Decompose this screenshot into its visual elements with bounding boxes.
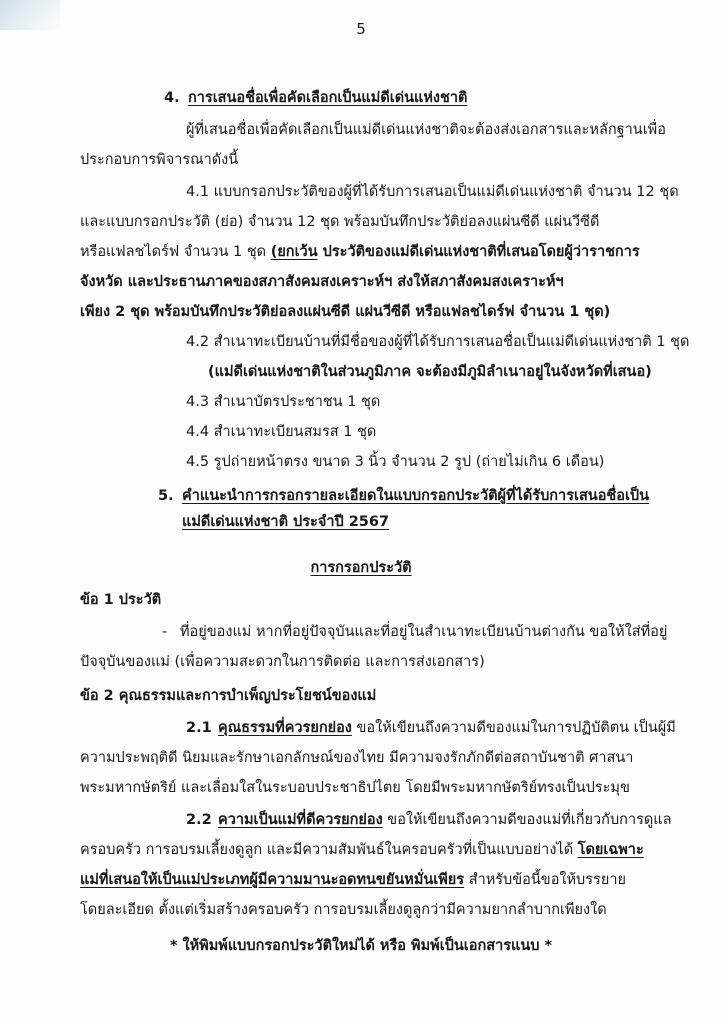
item-2-1-line3: พระมหากษัตริย์ และเลื่อมใสในระบอบประชาธิปไตย โดยมีพระมหากษัตริย์ทรงเป็นประมุข bbox=[80, 780, 630, 796]
section-4-intro-line2: ประกอบการพิจารณาดังนี้ bbox=[80, 152, 239, 168]
item-2-1-line1 bbox=[218, 718, 676, 738]
section-5-number: 5. bbox=[158, 488, 174, 504]
item-4-1-exception-label: (ยกเว้น bbox=[270, 244, 318, 260]
footer-note: * ให้พิมพ์แบบกรอกประวัติใหม่ได้ หรือ พิมพ์เป็นเอกสารแนบ * bbox=[169, 938, 553, 954]
item-2-2-line3-text: สำหรับข้อนี้ขอให้บรรยาย bbox=[464, 872, 626, 888]
item-2-2-emphasis: แม่ที่เสนอให้เป็นแม่ประเภทผู้มีความมานะอดทนขยันหมั่นเพียร bbox=[80, 872, 465, 888]
item-2-2-line4: โดยละเอียด ตั้งแต่เริ่มสร้างครอบครัว การอบรมเลี้ยงดูลูกว่ามีความยากลำบากเพียงใด bbox=[80, 902, 607, 918]
item-4-2-line1: 4.2 สำเนาทะเบียนบ้านที่มีชื่อของผู้ที่ได้รับการเสนอชื่อเป็นแม่ดีเด่นแห่งชาติ 1 ชุด bbox=[186, 334, 690, 350]
section-4-title: การเสนอชื่อเพื่อคัดเลือกเป็นแม่ดีเด่นแห่งชาติ bbox=[188, 90, 468, 106]
item-2-1-heading: คุณธรรมที่ควรยกย่อง bbox=[218, 720, 352, 736]
section-5-title-line2: แม่ดีเด่นแห่งชาติ ประจำปี 2567 bbox=[182, 514, 390, 530]
item-2-2-line2 bbox=[80, 840, 644, 860]
item-2-2-heading: ความเป็นแม่ที่ดีควรยกย่อง bbox=[218, 812, 383, 828]
item-4-1-line5: เพียง 2 ชุด พร้อมบันทึกประวัติย่อลงแผ่นซีดี แผ่นวีซีดี หรือแฟลชไดร์ฟ จำนวน 1 ชุด) bbox=[80, 304, 611, 320]
item-2-1-line2: ความประพฤติดี นิยมและรักษาเอกลักษณ์ของไทย มีความจงรักภักดีต่อสถาบันชาติ ศาสนา bbox=[80, 750, 634, 766]
item-2-2-emphasis-start: โดยเฉพาะ bbox=[577, 842, 644, 858]
item-2-2-line1-text: ขอให้เขียนถึงความดีของแม่ที่เกี่ยวกับการดูแล bbox=[382, 812, 672, 828]
item-2-2-number: 2.2 bbox=[186, 812, 212, 828]
item-1-label: ข้อ 1 ประวัติ bbox=[80, 592, 162, 608]
item-1-dash: - bbox=[162, 624, 168, 640]
item-2-1-line1-text: ขอให้เขียนถึงความดีของแม่ในการปฏิบัติตน เป็นผู้มี bbox=[351, 720, 676, 736]
item-2-1-number: 2.1 bbox=[186, 720, 212, 736]
page-number: 5 bbox=[356, 20, 366, 38]
section-5-title-line1: คำแนะนำการกรอกรายละเอียดในแบบกรอกประวัติผู้ที่ได้รับการเสนอชื่อเป็น bbox=[182, 488, 650, 504]
item-4-1-line2: และแบบกรอกประวัติ (ย่อ) จำนวน 12 ชุด พร้อมบันทึกประวัติย่อลงแผ่นซีดี แผ่นวีซีดี bbox=[80, 214, 600, 230]
fill-instructions-heading: การกรอกประวัติ bbox=[310, 560, 412, 576]
item-4-1-line3 bbox=[80, 242, 640, 262]
item-4-1-line1: 4.1 แบบกรอกประวัติของผู้ที่ได้รับการเสนอเป็นแม่ดีเด่นแห่งชาติ จำนวน 12 ชุด bbox=[186, 184, 679, 200]
item-2-2-line2-text: ครอบครัว การอบรมเลี้ยงดูลูก และมีความสัมพันธ์ในครอบครัวที่เป็นแบบอย่างได้ bbox=[80, 842, 578, 858]
item-2-2-line1 bbox=[218, 810, 672, 830]
item-1-line1: ที่อยู่ของแม่ หากที่อยู่ปัจจุบันและที่อยู่ในสำเนาทะเบียนบ้านต่างกัน ขอให้ใส่ที่อยู่ bbox=[180, 624, 668, 640]
item-4-1-line3-text: หรือแฟลชไดร์ฟ จำนวน 1 ชุด bbox=[80, 244, 271, 260]
item-4-1-line4: จังหวัด และประธานภาคของสภาสังคมสงเคราะห์ฯ ส่งให้สภาสังคมสงเคราะห์ฯ bbox=[80, 274, 564, 290]
item-1-line2: ปัจจุบันของแม่ (เพื่อความสะดวกในการติดต่อ และการส่งเอกสาร) bbox=[80, 654, 485, 670]
section-4-number: 4. bbox=[164, 90, 180, 106]
item-4-4: 4.4 สำเนาทะเบียนสมรส 1 ชุด bbox=[186, 424, 377, 440]
item-4-3: 4.3 สำเนาบัตรประชาชน 1 ชุด bbox=[186, 394, 381, 410]
item-4-5: 4.5 รูปถ่ายหน้าตรง ขนาด 3 นิ้ว จำนวน 2 รูป (ถ่ายไม่เกิน 6 เดือน) bbox=[186, 454, 605, 470]
item-2-2-line3 bbox=[80, 870, 626, 890]
item-4-2-line2: (แม่ดีเด่นแห่งชาติในส่วนภูมิภาค จะต้องมีภูมิลำเนาอยู่ในจังหวัดที่เสนอ) bbox=[208, 364, 652, 380]
item-4-1-exception-text: ประวัติของแม่ดีเด่นแห่งชาติที่เสนอโดยผู้ว่าราชการ bbox=[317, 244, 640, 260]
item-2-label: ข้อ 2 คุณธรรมและการบำเพ็ญประโยชน์ของแม่ bbox=[80, 688, 377, 704]
section-4-intro-line1: ผู้ที่เสนอชื่อเพื่อคัดเลือกเป็นแม่ดีเด่นแห่งชาติจะต้องส่งเอกสารและหลักฐานเพื่อ bbox=[186, 122, 666, 138]
